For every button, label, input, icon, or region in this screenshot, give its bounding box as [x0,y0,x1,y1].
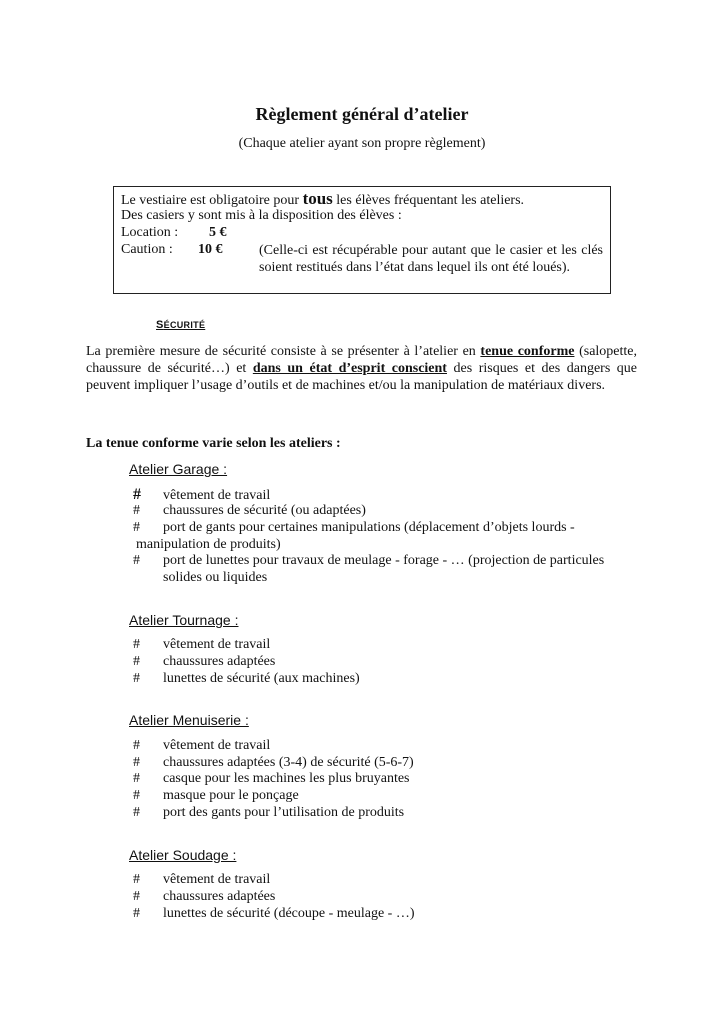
tournage-heading: Atelier Tournage : [129,612,239,628]
tenue-heading: La tenue conforme varie selon les ateliers : [86,436,341,451]
list-item: # chaussures adaptées [133,889,276,904]
soudage-heading: Atelier Soudage : [129,847,237,863]
caution-note: (Celle-ci est récupérable pour autant que le casier et les clés soient restitués dans l’état dans lequel ils ont été loués). [259,243,603,275]
list-item: # masque pour le ponçage [133,788,299,803]
securite-heading: SÉCURITÉ [156,319,206,331]
list-item: # vêtement de travail [133,738,271,753]
location-value: 5 € [209,225,227,240]
garage-heading: Atelier Garage : [129,461,228,477]
securite-paragraph: La première mesure de sécurité consiste à se présenter à l’atelier en tenue conforme (salopette, chaussure de sécurité…) et dans un état d’esprit conscient des risques et des dangers que peuvent impliquer l’usage d’outils et de machines et/ou la manipulation de matériaux divers. [86,344,638,393]
list-item: # port des gants pour l’utilisation de produits [133,805,405,820]
caution-value: 10 € [198,242,223,257]
list-item: # vêtement de travail [133,486,271,503]
list-item: # vêtement de travail [133,637,271,652]
list-item: # casque pour les machines les plus bruyantes [133,771,410,786]
list-item: # port de gants pour certaines manipulations (déplacement d’objets lourds - [133,520,575,535]
page-title: Règlement général d’atelier [255,104,469,124]
menuiserie-heading: Atelier Menuiserie : [129,712,249,728]
vestiaire-line-1: Le vestiaire est obligatoire pour tous les élèves fréquentant les ateliers. [121,189,525,208]
location-label: Location : [121,225,179,240]
vestiaire-box [113,186,611,294]
list-item: # chaussures adaptées (3-4) de sécurité (5-6-7) [133,755,414,770]
list-item: # vêtement de travail [133,872,271,887]
list-item: # chaussures adaptées [133,654,276,669]
list-item: # chaussures de sécurité (ou adaptées) [133,503,366,518]
list-item: # lunettes de sécurité (découpe - meulage - …) [133,906,415,921]
caution-line [121,242,223,258]
list-item-continuation: solides ou liquides [163,570,268,585]
location-line [121,225,227,241]
list-item: # port de lunettes pour travaux de meulage - forage - … (projection de particules [133,553,605,568]
caution-label: Caution : [121,242,173,257]
list-item-continuation: manipulation de produits) [136,537,281,552]
vestiaire-line-2: Des casiers y sont mis à la disposition des élèves : [121,208,402,223]
list-item: # lunettes de sécurité (aux machines) [133,671,360,686]
page-subtitle: (Chaque atelier ayant son propre règlement) [238,136,486,151]
